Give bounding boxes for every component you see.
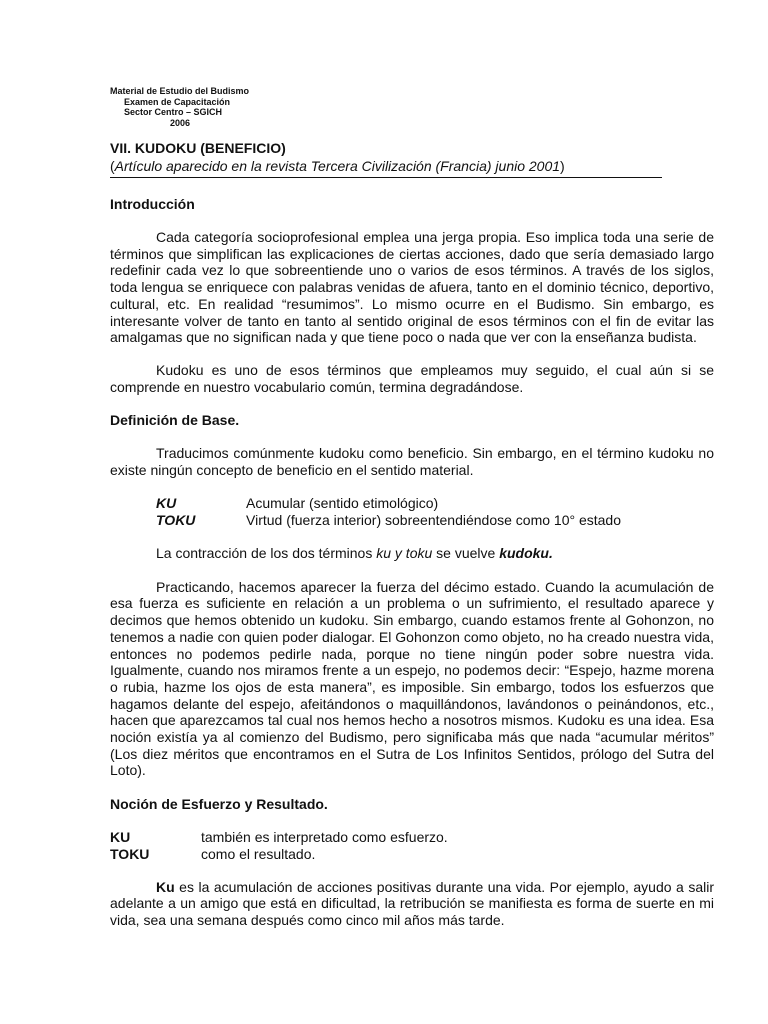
effort-lead-word: Ku <box>156 878 175 895</box>
document-header <box>110 86 714 128</box>
definition-desc: Virtud (fuerza interior) sobreentendiéndose como 10° estado <box>246 512 622 529</box>
contraction-word: kudoku. <box>499 545 553 562</box>
header-line-3: Sector Centro – SGICH <box>124 107 223 117</box>
definition-row <box>156 512 621 529</box>
base-paragraph-1: Traducimos comúnmente kudoku como beneficio. Sin embargo, en el término kudoku no existe ningún concepto de beneficio en el sentido material. <box>110 445 714 479</box>
contraction-terms: ku y toku <box>376 545 433 562</box>
contraction-post: se vuelve <box>432 545 500 562</box>
definition-term: TOKU <box>156 512 196 529</box>
intro-heading: Introducción <box>110 196 195 212</box>
base-paragraph-2: Practicando, hacemos aparecer la fuerza del décimo estado. Cuando la acumulación de esa fuerza es suficiente en relación a un problema o un sufrimiento, el resultado aparece y decimos que hemos obtenido un kudoku. Sin embargo, cuando estamos frente al Gohonzon, no tenemos a nadie con quien poder dialogar. El Gohonzon como objeto, no ha creado nuestra vida, entonces no podemos pedirle nada, porque no tiene ningún poder sobre nuestra vida. Igualmente, cuando nos miramos frente a un espejo, no podemos decir: “Espejo, hazme morena o rubia, hazme los ojos de esta manera”, es imposible. Sin embargo, todos los esfuerzos que hagamos delante del espejo, afeitándonos o maquillándonos, lavándonos o peinándonos, etc., hacen que aparezcamos tal cual nos hemos hecho a nosotros mismos. Kudoku es una idea. Esa noción existía ya al comienzo del Budismo, pero significaba más que nada “acumular méritos” (Los diez méritos que encontramos en el Sutra de Los Infinitos Sentidos, prólogo del Sutra del Loto). <box>110 578 714 779</box>
definition-row <box>110 829 448 846</box>
definition-table-2 <box>110 829 448 863</box>
document-page <box>110 86 714 945</box>
header-line-4: 2006 <box>170 117 191 128</box>
definition-table-1 <box>156 495 621 529</box>
header-line-2: Examen de Capacitación <box>124 96 231 107</box>
definition-row <box>156 495 621 512</box>
contraction-sentence <box>156 545 714 562</box>
subtitle-close-paren: ) <box>560 158 565 174</box>
subtitle-text: Artículo aparecido en la revista Tercera Civilización (Francia) junio 2001 <box>114 158 561 174</box>
intro-paragraph-2: Kudoku es uno de esos términos que empleamos muy seguido, el cual aún si se comprende en nuestro vocabulario común, termina degradándose. <box>110 362 714 396</box>
definition-term: KU <box>156 495 177 512</box>
document-title: VII. KUDOKU (BENEFICIO) <box>110 140 286 156</box>
base-heading: Definición de Base. <box>110 412 240 429</box>
header-line-1: Material de Estudio del Budismo <box>110 86 250 96</box>
subtitle-open-paren: ( <box>110 158 115 174</box>
definition-term: TOKU <box>110 845 150 862</box>
definition-desc: Acumular (sentido etimológico) <box>246 495 439 512</box>
document-subtitle <box>110 157 662 178</box>
effort-paragraph-text: es la acumulación de acciones positivas durante una vida. Por ejemplo, ayudo a salir adelante a un amigo que está en dificultad, la retribución se manifiesta es forma de suerte en mi vida, sea una semana después como cinco mil años más tarde. <box>110 878 714 929</box>
definition-term: KU <box>110 828 131 845</box>
definition-row <box>110 846 448 863</box>
definition-desc: también es interpretado como esfuerzo. <box>201 828 448 845</box>
effort-paragraph-1 <box>110 879 714 929</box>
effort-heading: Noción de Esfuerzo y Resultado. <box>110 795 328 812</box>
contraction-pre: La contracción de los dos términos <box>156 545 377 562</box>
intro-paragraph-1: Cada categoría socioprofesional emplea una jerga propia. Eso implica toda una serie de términos que simplifican las explicaciones de ciertas acciones, dado que sería demasiado largo redefinir cada vez lo que sobreentiende uno o varios de esos términos. A través de los siglos, toda lengua se enriquece con palabras venidas de afuera, tanto en el dominio técnico, deportivo, cultural, etc. En realidad “resumimos”. Lo mismo ocurre en el Budismo. Sin embargo, es interesante volver de tanto en tanto al sentido original de esos términos con el fin de evitar las amalgamas que no significan nada y que tiene poco o nada que ver con la enseñanza budista. <box>110 229 714 346</box>
definition-desc: como el resultado. <box>201 845 316 862</box>
